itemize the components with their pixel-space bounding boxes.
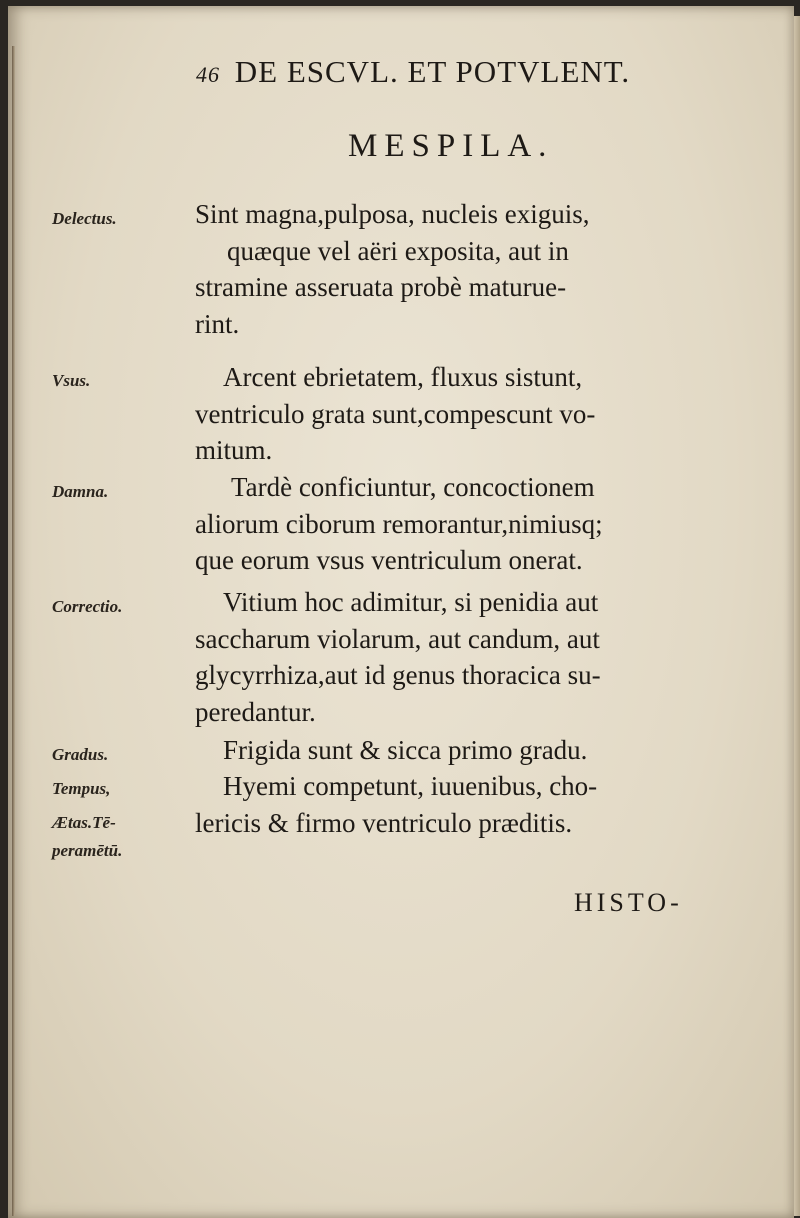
- text-line: ventriculo grata sunt,compescunt vo-: [195, 398, 596, 429]
- paragraph-damna: [195, 469, 755, 579]
- running-head: [196, 54, 796, 90]
- text-line: que eorum vsus ventriculum onerat.: [195, 545, 583, 575]
- text-line: Frigida sunt & sicca primo gradu.: [223, 735, 588, 765]
- text-line: stramine asseruata probè maturue-: [195, 272, 567, 302]
- paragraph-tempus: [195, 768, 755, 841]
- text-line: mitum.: [195, 435, 273, 465]
- margin-note-correctio: Correctio.: [52, 597, 123, 616]
- text-line: saccharum violarum, aut candum, aut: [195, 623, 600, 654]
- running-title: DE ESCVL. ET POTVLENT.: [234, 54, 631, 89]
- margin-note-temperamentum: peramētū.: [52, 841, 123, 860]
- margin-note-delectus: Delectus.: [52, 209, 117, 228]
- page-edge: [794, 16, 800, 1216]
- paragraph-delectus: [195, 196, 755, 342]
- paragraph-correctio: [195, 584, 755, 730]
- text-line: Arcent ebrietatem, fluxus sistunt,: [223, 362, 583, 392]
- text-line: quæque vel aëri exposita, aut in: [227, 235, 569, 266]
- margin-note-usus: Vsus.: [52, 371, 91, 390]
- spine-shadow: [12, 46, 15, 1216]
- text-line: Hyemi competunt, iuuenibus, cho-: [223, 771, 598, 801]
- section-title: MESPILA.: [348, 128, 554, 164]
- page-number: 46: [196, 62, 220, 87]
- catchword: HISTO-: [574, 888, 683, 917]
- paragraph-usus: [195, 359, 755, 469]
- paragraph-gradus: [195, 732, 755, 769]
- text-line: Vitium hoc adimitur, si penidia aut: [223, 587, 599, 617]
- margin-note-gradus: Gradus.: [52, 745, 109, 764]
- text-line: Tardè conficiuntur, concoctionem: [231, 472, 595, 502]
- text-line: aliorum ciborum remorantur,nimiusq;: [195, 508, 603, 539]
- book-page: [8, 6, 794, 1218]
- text-line: lericis & firmo ventriculo præditis.: [195, 807, 573, 838]
- margin-note-aetas: Ætas.Tē-: [52, 813, 116, 832]
- text-line: Sint magna,pulposa, nucleis exiguis,: [195, 199, 590, 229]
- text-line: rint.: [195, 308, 240, 339]
- margin-note-damna: Damna.: [52, 482, 109, 501]
- margin-note-tempus: Tempus,: [52, 779, 111, 798]
- text-line: glycyrrhiza,aut id genus thoracica su-: [195, 660, 601, 690]
- text-line: peredantur.: [195, 696, 316, 727]
